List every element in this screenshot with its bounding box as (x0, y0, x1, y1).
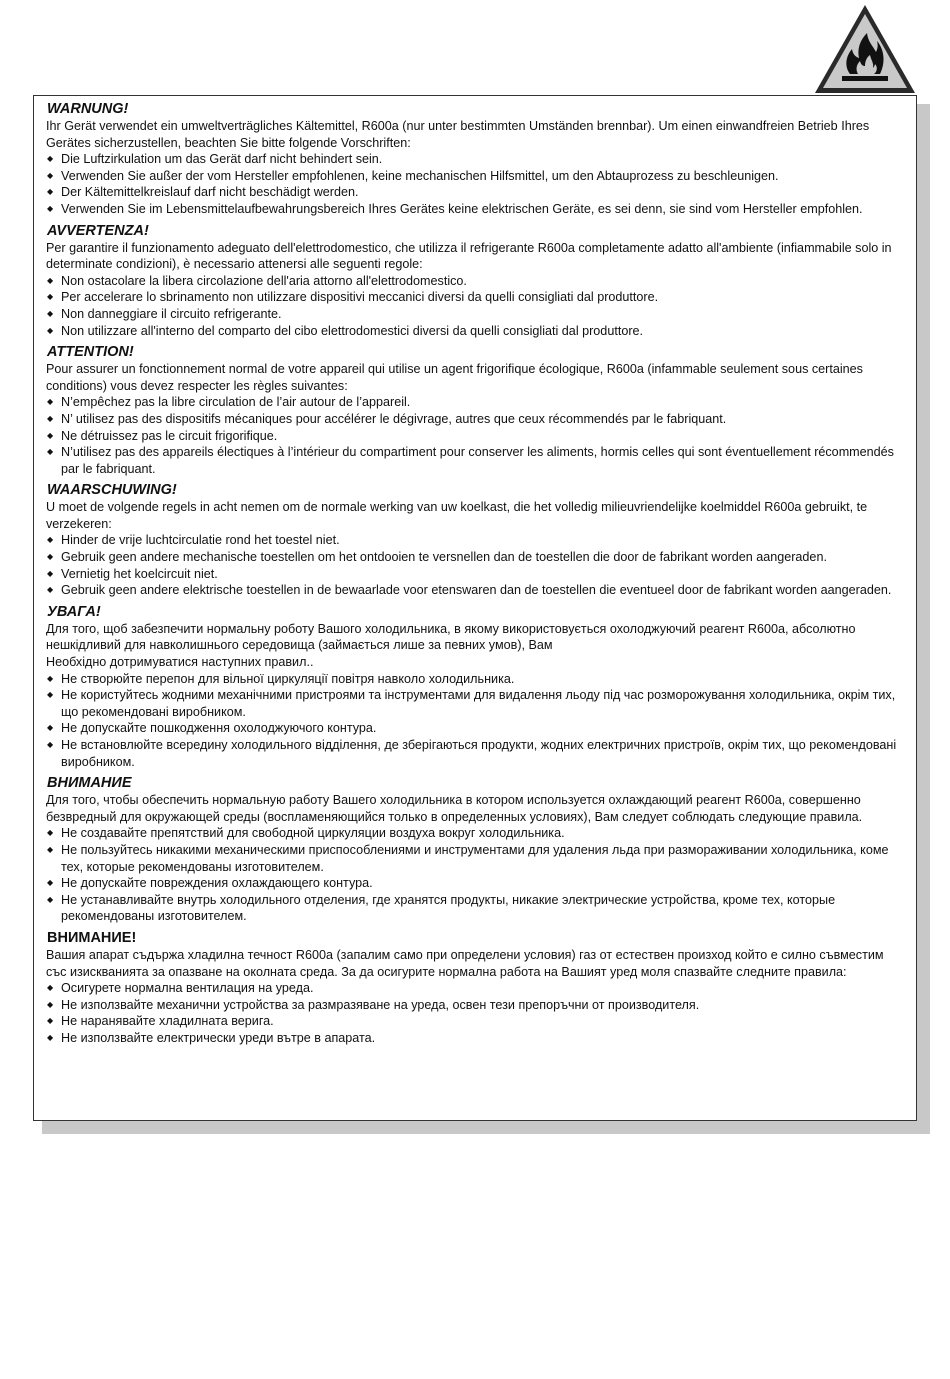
section-intro: Для того, щоб забезпечити нормальну роботу Вашого холодильника, в якому використовується охолоджуючий реагент R600a, абсолютно нешкідливий для навколишнього середовища (займається лише за певних умов), Вам (46, 621, 856, 653)
diamond-bullet-icon: ◆ (47, 690, 54, 700)
warning-section (46, 775, 906, 925)
rule-item (46, 875, 906, 892)
rule-text: Gebruik geen andere elektrische toestellen in de bewaarlade voor etenswaren dan de toestellen die eventueel door de fabrikant worden aangeraden. (61, 583, 892, 598)
rule-item (46, 289, 906, 306)
section-intro: U moet de volgende regels in acht nemen om de normale werking van uw koelkast, die het volledig milieuvriendelijke koelmiddel R600a gebruikt, te verzekeren: (46, 500, 868, 531)
diamond-bullet-icon: ◆ (47, 894, 54, 904)
rule-text: Не устанавливайте внутрь холодильного отделения, где хранятся продукты, никакие электрические устройства, кроме тех, которые рекомендованы изготовителем. (61, 892, 836, 924)
diamond-bullet-icon: ◆ (47, 1032, 54, 1042)
rule-item (46, 892, 906, 925)
rule-text: Не создавайте препятствий для свободной циркуляции воздуха вокруг холодильника. (61, 826, 565, 841)
flammable-warning-icon (812, 2, 918, 96)
diamond-bullet-icon: ◆ (47, 397, 54, 407)
section-intro: Pour assurer un fonctionnement normal de votre appareil qui utilise un agent frigorifique écologique, R600a (infammable seulement sous certaines conditions) vous devez respecter les règles suivantes: (46, 362, 863, 393)
rule-list (46, 273, 906, 339)
diamond-bullet-icon: ◆ (47, 430, 54, 440)
warning-section (46, 344, 906, 477)
rule-text: Не използвайте механични устройства за размразяване на уреда, освен тези препоръчни от производителя. (61, 997, 700, 1012)
section-intro: Вашия апарат съдържа хладилна течност R600a (запалим само при определени условия) газ от естествен произход който е силно съвместим със изискванията за опазване на околната среда. За да осигурите нормална работа на Вашият уред моля спазвайте следните правила: (46, 947, 884, 979)
diamond-bullet-icon: ◆ (47, 844, 54, 854)
rule-item (46, 532, 906, 549)
rule-text: Не створюйте перепон для вільної циркуляції повітря навколо холодильника. (61, 671, 515, 686)
rule-text: Verwenden Sie außer der vom Hersteller empfohlenen, keine mechanischen Hilfsmittel, um den Abtauprozess zu beschleunigen. (61, 168, 779, 183)
diamond-bullet-icon: ◆ (47, 325, 54, 335)
rule-item (46, 201, 906, 218)
section-title: ВНИМАНИЕ! (47, 929, 137, 946)
section-title: ATTENTION! (47, 344, 134, 361)
rule-text: Vernietig het koelcircuit niet. (61, 566, 218, 581)
warning-section (46, 930, 906, 1047)
diamond-bullet-icon: ◆ (47, 568, 54, 578)
diamond-bullet-icon: ◆ (47, 308, 54, 318)
section-intro: Для того, чтобы обеспечить нормальную работу Вашего холодильника в котором используется охлаждающий реагент R600a, совершенно безвредный для окружающей среды (воспламеняющийся только в определенных условиях), Вам следует соблюдать следующие правила. (46, 793, 863, 824)
rule-text: Non utilizzare all'interno del comparto del cibo elettrodomestici diversi da quelli consigliati dal produttore. (61, 323, 644, 338)
rule-text: Ne détruissez pas le circuit frigorifique. (61, 428, 278, 443)
diamond-bullet-icon: ◆ (47, 535, 54, 545)
warning-section (46, 101, 906, 218)
rule-item (46, 842, 906, 875)
rule-item (46, 444, 906, 477)
rule-text: N’empêchez pas la libre circulation de l’air autour de l’appareil. (61, 395, 411, 410)
section-title: AVVERTENZA! (47, 222, 149, 239)
section-intro: Ihr Gerät verwendet ein umweltverträgliches Kältemittel, R600a (nur unter bestimmten Umständen brennbar). Um einen einwandfreien Betrieb Ihres Gerätes sicherzustellen, beachten Sie bitte folgende Vorschriften: (46, 119, 870, 150)
rule-item (46, 1030, 906, 1047)
rule-list (46, 394, 906, 477)
warning-section (46, 604, 906, 770)
section-intro: Per garantire il funzionamento adeguato dell'elettrodomestico, che utilizza il refrigerante R600a completamente adatto all'ambiente (infiammabile solo in determinate condizioni), è necessario attenersi alle seguenti regole: (46, 240, 892, 272)
rule-text: Non ostacolare la libera circolazione dell'aria attorno all'elettrodomestico. (61, 273, 467, 288)
diamond-bullet-icon: ◆ (47, 413, 54, 423)
rule-item (46, 671, 906, 688)
rule-list (46, 532, 906, 598)
rule-text: Не наранявайте хладилната верига. (61, 1014, 274, 1029)
diamond-bullet-icon: ◆ (47, 203, 54, 213)
diamond-bullet-icon: ◆ (47, 828, 54, 838)
rule-item (46, 151, 906, 168)
rule-text: Не използвайте електрически уреди вътре в апарата. (61, 1030, 376, 1045)
diamond-bullet-icon: ◆ (47, 154, 54, 164)
diamond-bullet-icon: ◆ (47, 275, 54, 285)
rule-text: Verwenden Sie im Lebensmittelaufbewahrungsbereich Ihres Gerätes keine elektrischen Geräte, es sei denn, sie sind vom Hersteller empfohlen. (61, 201, 863, 216)
section-title: WARNUNG! (47, 101, 129, 117)
diamond-bullet-icon: ◆ (47, 552, 54, 562)
warning-section (46, 223, 906, 340)
rule-item (46, 428, 906, 445)
diamond-bullet-icon: ◆ (47, 999, 54, 1009)
rule-item (46, 394, 906, 411)
diamond-bullet-icon: ◆ (47, 740, 54, 749)
rule-list (46, 671, 906, 771)
rule-item (46, 687, 906, 720)
rule-text: Die Luftzirkulation um das Gerät darf nicht behindert sein. (61, 152, 383, 167)
section-intro: Необхідно дотримуватися наступних правил.. (46, 655, 314, 670)
section-title: WAARSCHUWING! (47, 482, 177, 499)
section-title: УВАГА! (47, 603, 101, 620)
rule-item (46, 549, 906, 566)
rule-item (46, 306, 906, 323)
rule-text: Hinder de vrije luchtcirculatie rond het toestel niet. (61, 533, 340, 548)
diamond-bullet-icon: ◆ (47, 447, 54, 457)
rule-item (46, 720, 906, 737)
rule-item (46, 825, 906, 842)
rule-item (46, 997, 906, 1014)
rule-text: Der Kältemittelkreislauf darf nicht beschädigt werden. (61, 185, 359, 200)
rule-text: N’ utilisez pas des dispositifs mécaniques pour accélérer le dégivrage, autres que ceux récommendés par le fabriquant. (61, 411, 727, 426)
rule-item (46, 737, 906, 770)
diamond-bullet-icon: ◆ (47, 187, 54, 197)
warning-section (46, 482, 906, 599)
rule-text: N’utilisez pas des appareils électiques à l’intérieur du compartiment pour conserver les aliments, hormis celles qui sont éventuellement récommendés par le fabriquant. (61, 445, 894, 476)
diamond-bullet-icon: ◆ (47, 292, 54, 302)
rule-list (46, 825, 906, 925)
rule-text: Не користуйтесь жодними механічними пристроями та інструментами для видалення льоду під час розморожування холодильника, окрім тих, що рекомендовані виробником. (61, 688, 896, 719)
rule-item (46, 184, 906, 201)
refrigerant-warning-box (33, 95, 917, 1121)
rule-item (46, 411, 906, 428)
diamond-bullet-icon: ◆ (47, 673, 54, 683)
diamond-bullet-icon: ◆ (47, 170, 54, 180)
diamond-bullet-icon: ◆ (47, 878, 54, 888)
rule-item (46, 168, 906, 185)
warning-sections (46, 101, 906, 1047)
rule-text: Осигурете нормална вентилация на уреда. (61, 981, 314, 996)
rule-item (46, 1013, 906, 1030)
rule-text: Не встановлюйте всередину холодильного відділення, де зберігаються продукти, жодних електричних пристроїв, окрім тих, що рекомендовані виробником. (61, 738, 897, 769)
diamond-bullet-icon: ◆ (47, 585, 54, 595)
section-title: ВНИМАНИЕ (47, 775, 132, 792)
rule-text: Gebruik geen andere mechanische toestellen om het ontdooien te versnellen dan de toestellen die door de fabrikant worden aangeraden. (61, 550, 827, 565)
rule-item (46, 273, 906, 290)
rule-item (46, 980, 906, 997)
rule-item (46, 582, 906, 599)
diamond-bullet-icon: ◆ (47, 723, 54, 733)
rule-text: Не допускайте пошкодження охолоджуючого контура. (61, 721, 377, 736)
rule-list (46, 980, 906, 1046)
rule-text: Per accelerare lo sbrinamento non utilizzare dispositivi meccanici diversi da quelli consigliati dal produttore. (61, 290, 659, 305)
rule-list (46, 151, 906, 217)
rule-text: Не пользуйтесь никакими механическими приспособлениями и инструментами для удаления льда при размораживании холодильника, коме тех, которые рекомендованы изготовителем. (61, 842, 889, 874)
rule-item (46, 566, 906, 583)
diamond-bullet-icon: ◆ (47, 1016, 54, 1026)
rule-text: Не допускайте повреждения охлаждающего контура. (61, 876, 373, 891)
diamond-bullet-icon: ◆ (47, 983, 54, 993)
rule-text: Non danneggiare il circuito refrigerante. (61, 306, 282, 321)
rule-item (46, 323, 906, 340)
